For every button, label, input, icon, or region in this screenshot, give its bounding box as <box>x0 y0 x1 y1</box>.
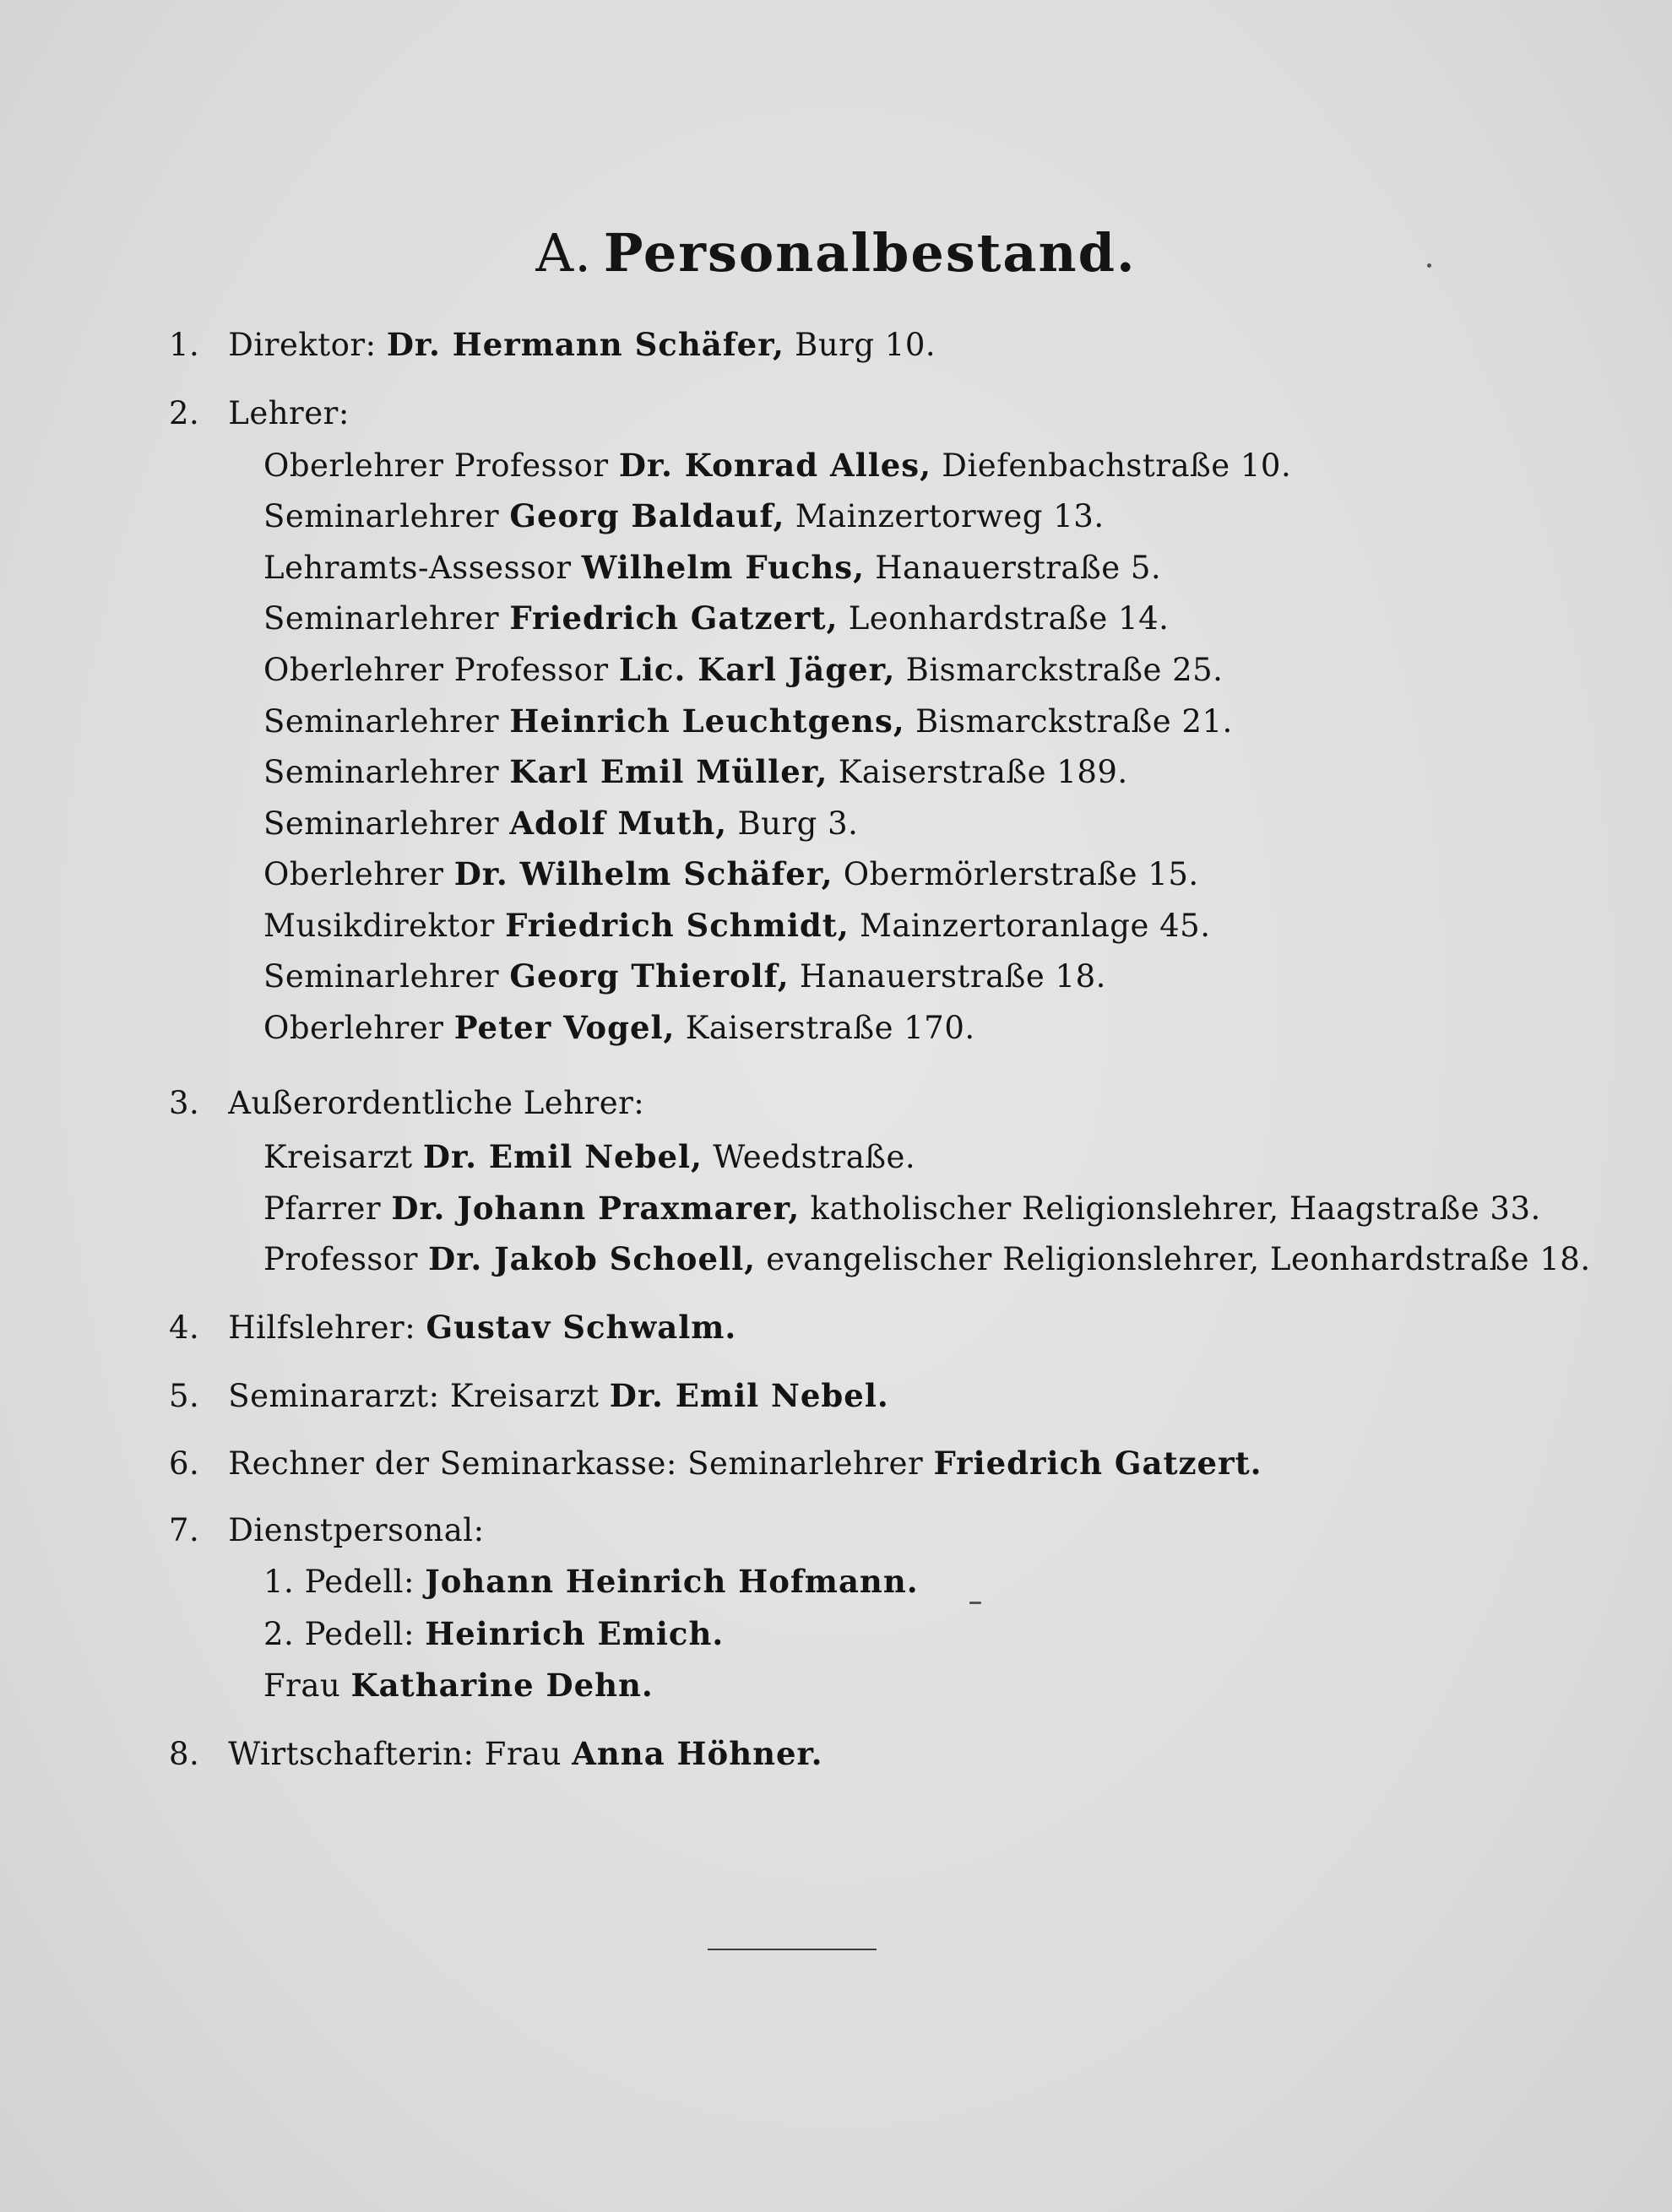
teacher-row <box>263 546 1161 588</box>
person-address: Burg 10. <box>795 327 936 363</box>
teacher-row <box>263 1136 915 1178</box>
teacher-address: Weedstraße. <box>713 1139 916 1175</box>
staff-row <box>263 1613 724 1655</box>
teacher-rank: Oberlehrer Professor <box>263 652 609 688</box>
teacher-name: Karl Emil Müller, <box>509 753 828 790</box>
teacher-address: Diefenbachstraße 10. <box>942 447 1292 484</box>
person-name: Gustav Schwalm. <box>426 1309 737 1346</box>
teacher-name: Friedrich Gatzert, <box>509 599 839 637</box>
teacher-address: Bismarckstraße 21. <box>915 703 1233 740</box>
teacher-row <box>263 648 1223 691</box>
print-speck <box>1427 263 1431 268</box>
teacher-row <box>263 1187 1541 1229</box>
teacher-rank: Seminarlehrer <box>263 805 500 842</box>
staff-label: Frau <box>263 1667 341 1704</box>
list-item-extraordinary-teachers: 3. Außerordentliche Lehrer: <box>169 1085 645 1121</box>
teacher-name: Georg Thierolf, <box>509 957 790 995</box>
teacher-row <box>263 802 858 844</box>
list-item-accountant: 6. Rechner der Seminarkasse: Seminarlehrer Friedrich Gatzert. <box>169 1445 1262 1482</box>
teacher-rank: Pfarrer <box>263 1190 382 1227</box>
list-item-director: 1. Direktor: Dr. Hermann Schäfer, Burg 10. <box>169 326 936 363</box>
teacher-row <box>263 1006 975 1049</box>
teacher-address: evangelischer Religionslehrer, Leonhardstraße 18. <box>766 1241 1591 1277</box>
teacher-name: Georg Baldauf, <box>509 497 785 534</box>
person-name: Dr. Hermann Schäfer, <box>386 326 784 363</box>
teacher-address: katholischer Religionslehrer, Haagstraße 33. <box>810 1190 1541 1227</box>
teacher-address: Hanauerstraße 5. <box>875 550 1162 586</box>
teacher-name: Dr. Wilhelm Schäfer, <box>453 855 833 892</box>
teacher-rank: Seminarlehrer <box>263 498 500 534</box>
teacher-rank: Lehramts-Assessor <box>263 550 572 586</box>
item-label: Dienstpersonal: <box>228 1512 485 1548</box>
person-name: Dr. Emil Nebel. <box>609 1377 889 1414</box>
item-label: Außerordentliche Lehrer: <box>228 1085 645 1121</box>
teacher-address: Mainzertoranlage 45. <box>859 908 1211 944</box>
teacher-rank: Seminarlehrer <box>263 600 500 637</box>
teacher-name: Lic. Karl Jäger, <box>618 651 896 688</box>
teacher-address: Bismarckstraße 25. <box>905 652 1224 688</box>
teacher-rank: Oberlehrer Professor <box>263 447 609 484</box>
item-label: Lehrer: <box>228 395 350 431</box>
teacher-row <box>263 955 1106 997</box>
closing-rule <box>708 1949 877 1950</box>
teacher-row <box>263 751 1128 793</box>
staff-label: 1. Pedell: <box>263 1564 415 1600</box>
list-item-housekeeper: 8. Wirtschafterin: Frau Anna Höhner. <box>169 1735 823 1772</box>
section-title: Personalbestand. <box>603 222 1137 284</box>
teacher-rank: Kreisarzt <box>263 1139 413 1175</box>
teacher-name: Peter Vogel, <box>453 1009 676 1046</box>
item-label: Wirtschafterin: Frau <box>228 1736 562 1772</box>
teacher-address: Hanauerstraße 18. <box>799 958 1106 995</box>
teacher-name: Adolf Muth, <box>509 805 728 842</box>
teacher-rank: Professor <box>263 1241 418 1277</box>
teacher-rank: Seminarlehrer <box>263 703 500 740</box>
teacher-address: Mainzertorweg 13. <box>795 498 1105 534</box>
item-label: Rechner der Seminarkasse: Seminarlehrer <box>228 1445 924 1482</box>
teacher-row <box>263 904 1210 946</box>
teacher-row <box>263 444 1291 486</box>
list-item-teachers: 2. Lehrer: <box>169 395 350 431</box>
teacher-rank: Seminarlehrer <box>263 958 500 995</box>
teacher-name: Dr. Emil Nebel, <box>422 1138 703 1175</box>
teacher-rank: Musikdirektor <box>263 908 495 944</box>
teacher-rank: Oberlehrer <box>263 856 444 892</box>
teacher-address: Leonhardstraße 14. <box>848 600 1170 637</box>
teacher-name: Friedrich Schmidt, <box>505 907 850 944</box>
staff-row <box>263 1664 654 1706</box>
teacher-address: Kaiserstraße 189. <box>838 754 1128 790</box>
person-name: Friedrich Gatzert. <box>933 1445 1262 1482</box>
staff-name: Katharine Dehn. <box>350 1667 654 1704</box>
teacher-name: Dr. Johann Praxmarer, <box>391 1190 801 1227</box>
person-name: Anna Höhner. <box>572 1735 823 1772</box>
staff-name: Heinrich Emich. <box>425 1615 725 1652</box>
item-label: Seminararzt: Kreisarzt <box>228 1378 600 1414</box>
list-item-seminar-doctor: 5. Seminararzt: Kreisarzt Dr. Emil Nebel. <box>169 1377 889 1414</box>
staff-name: Johann Heinrich Hofmann. <box>425 1563 919 1600</box>
teacher-name: Heinrich Leuchtgens, <box>509 702 905 740</box>
staff-row <box>263 1560 919 1602</box>
item-label: Hilfslehrer: <box>228 1309 416 1346</box>
teacher-rank: Seminarlehrer <box>263 754 500 790</box>
section-heading <box>0 215 1672 291</box>
teacher-rank: Oberlehrer <box>263 1010 444 1046</box>
teacher-row <box>263 700 1233 742</box>
teacher-row <box>263 853 1199 895</box>
teacher-address: Obermörlerstraße 15. <box>843 856 1199 892</box>
teacher-row <box>263 495 1105 537</box>
list-item-service-staff: 7. Dienstpersonal: <box>169 1512 485 1548</box>
print-speck <box>969 1602 981 1604</box>
item-label: Direktor: <box>228 327 377 363</box>
teacher-address: Kaiserstraße 170. <box>685 1010 975 1046</box>
teacher-row <box>263 597 1169 639</box>
section-letter: A. <box>535 222 592 284</box>
list-item-assistant-teacher: 4. Hilfslehrer: Gustav Schwalm. <box>169 1309 737 1346</box>
teacher-address: Burg 3. <box>737 805 859 842</box>
staff-label: 2. Pedell: <box>263 1616 415 1652</box>
teacher-name: Dr. Jakob Schoell, <box>428 1240 757 1277</box>
teacher-row <box>263 1238 1591 1280</box>
teacher-name: Wilhelm Fuchs, <box>581 549 865 586</box>
teacher-name: Dr. Konrad Alles, <box>618 447 932 484</box>
